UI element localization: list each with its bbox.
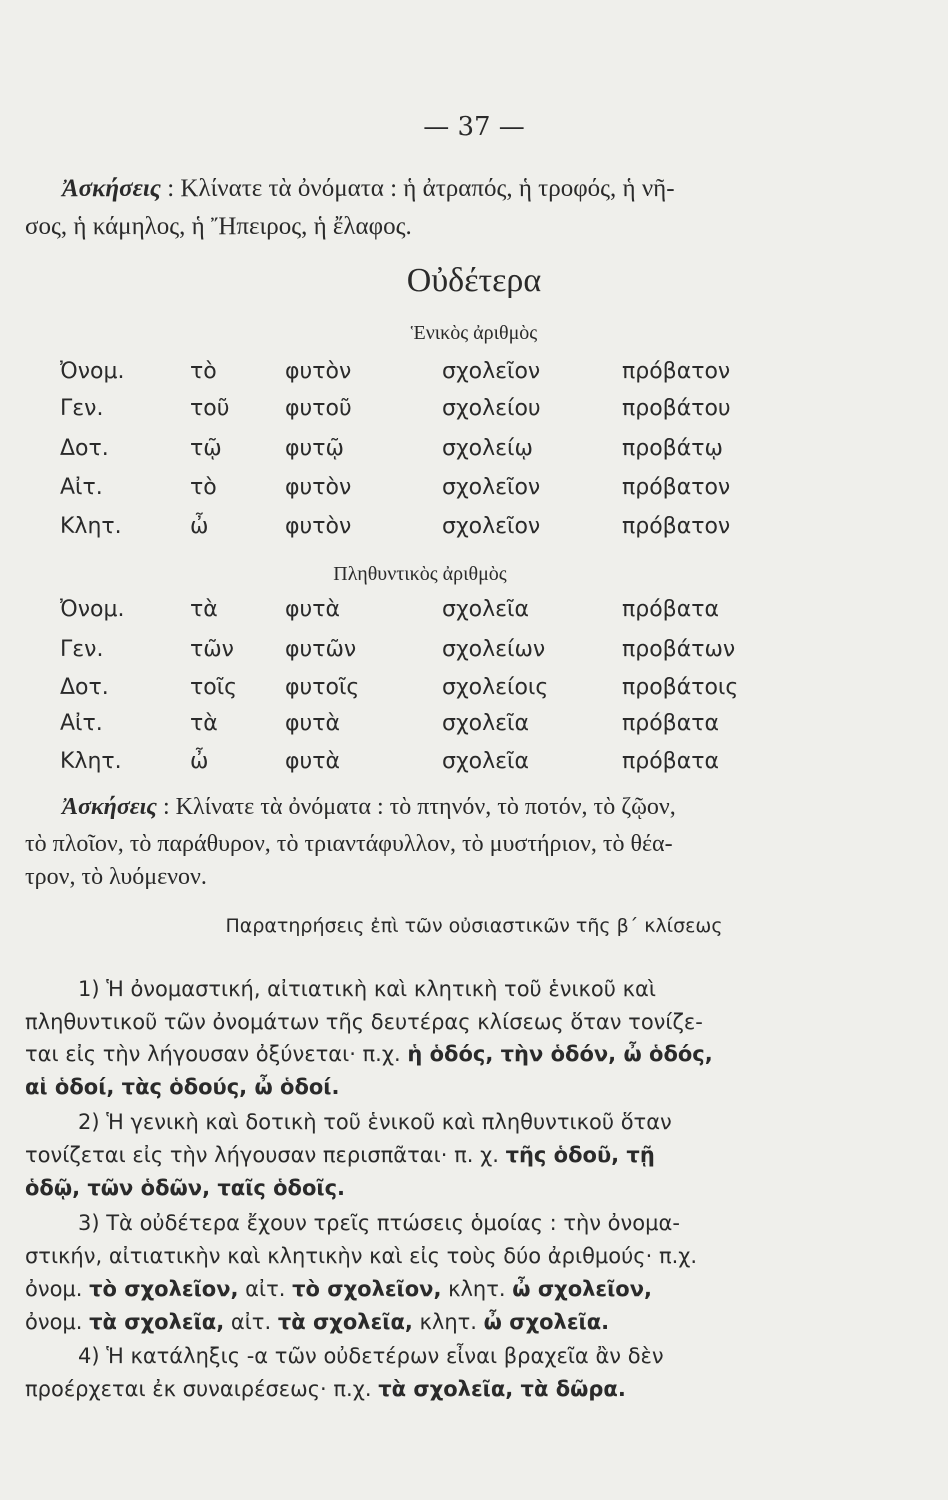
exercise-label: Ἀσκήσεις xyxy=(62,175,161,202)
note-2-line-2: τονίζεται εἰς τὴν λήγουσαν περισπᾶται· π. χ. τῆς ὁδοῦ, τῇ xyxy=(25,1143,655,1167)
note-1-line-1: 1) Ἡ ὀνομαστική, αἰτιατικὴ καὶ κλητικὴ τοῦ ἑνικοῦ καὶ xyxy=(78,977,656,1001)
exercise-2-line-3: τρον, τὸ λυόμενον. xyxy=(25,864,207,890)
notes-title: Παρατηρήσεις ἐπὶ τῶν οὐσιαστικῶν τῆς β΄ κλίσεως xyxy=(225,915,723,937)
note-4-line-1: 4) Ἡ κατάληξις -α τῶν οὐδετέρων εἶναι βραχεῖα ἂν δὲν xyxy=(78,1344,664,1368)
book-page: — 37 — Ἀσκήσεις : Κλίνατε τὰ ὀνόματα : ἡ ἀτραπός, ἡ τροφός, ἡ νῆ- σος, ἡ κάμηλος, ἡ Ἤπειρος, ἡ ἔλαφος. Οὐδέτερα Ἑνικὸς ἀριθμὸς Ὀνομ. τὸ φυτὸν σχολεῖον πρόβατον Γεν. τοῦ φυτοῦ σχολείου προβάτου Δοτ. τῷ φυτῷ σχολείῳ προβάτῳ Αἰτ. τὸ φυτὸν σχολεῖον πρόβατον Κλητ. ὦ φυτὸν σχολεῖον πρόβατον Πληθυντικὸς ἀριθμὸς Ὀνομ. τὰ φυτὰ σχολεῖα πρόβατα Γεν. τῶν φυτῶν σχολείων προβάτων Δοτ. τοῖς φυτοῖς σχολείοις προβάτοις Αἰτ. τὰ φυτὰ σχολεῖα πρόβατα Κλητ. ὦ φυτὰ σχολεῖα πρόβατα Ἀσκήσεις : Κλίνατε τὰ ὀνόματα : τὸ πτηνόν, τὸ ποτόν, τὸ ζῷον, τὸ πλοῖον, τὸ παράθυρον, τὸ τριαντάφυλλον, τὸ μυστήριον, τὸ θέα- τρον, τὸ λυόμενον. Παρατηρήσεις ἐπὶ τῶν οὐσιαστικῶν τῆς β΄ κλίσεως 1) Ἡ ὀνομαστική, αἰτιατικὴ καὶ κλητικὴ τοῦ ἑνικοῦ καὶ πληθυντικοῦ τῶν ὀνομάτων τῆς δευτέρας κλίσεως ὅταν τονίζε- ται εἰς τὴν λήγουσαν ὀξύνεται· π.χ. ἡ ὁδός, τὴν ὁδόν, ὦ ὁδός, αἱ ὁδοί, τὰς ὁδούς, ὦ ὁδοί. 2) Ἡ γενικὴ καὶ δοτικὴ τοῦ ἑνικοῦ καὶ πληθυντικοῦ ὅταν τονίζεται εἰς τὴν λήγουσαν περισπᾶται· π. χ. τῆς ὁδοῦ, τῇ ὁδῷ, τῶν ὁδῶν, ταῖς ὁδοῖς. 3) Τὰ οὐδέτερα ἔχουν τρεῖς πτώσεις ὁμοίας : τὴν ὀνομα- στικήν, αἰτιατικὴν καὶ κλητικὴν καὶ εἰς τοὺς δύο ἀριθμούς· π.χ. ὀνομ. τὸ σχολεῖον, αἰτ. τὸ σχολεῖον, κλητ. ὦ σχολεῖον, ὀνομ. τὰ σχολεῖα, αἰτ. τὰ σχολεῖα, κλητ. ὦ σχολεῖα. 4) Ἡ κατάληξις -α τῶν οὐδετέρων εἶναι βραχεῖα ἂν δὲν προέρχεται ἐκ συναιρέσεως· π.χ. τὰ σχολεῖα, τὰ δῶρα. xyxy=(0,0,948,1500)
singular-heading: Ἑνικὸς ἀριθμὸς xyxy=(410,322,538,344)
page-number: — 37 — xyxy=(423,112,525,142)
note-3-line-3: ὀνομ. τὸ σχολεῖον, αἰτ. τὸ σχολεῖον, κλητ. ὦ σχολεῖον, xyxy=(25,1277,653,1301)
plural-heading: Πληθυντικὸς ἀριθμὸς xyxy=(333,563,507,585)
exercise-1-line-2: σος, ἡ κάμηλος, ἡ Ἤπειρος, ἡ ἔλαφος. xyxy=(25,213,412,240)
exercise-label: Ἀσκήσεις xyxy=(62,794,157,820)
note-3-line-2: στικήν, αἰτιατικὴν καὶ κλητικὴν καὶ εἰς τοὺς δύο ἀριθμούς· π.χ. xyxy=(25,1244,698,1268)
note-2-line-1: 2) Ἡ γενικὴ καὶ δοτικὴ τοῦ ἑνικοῦ καὶ πληθυντικοῦ ὅταν xyxy=(78,1110,672,1134)
exercise-1-line-1: Ἀσκήσεις : Κλίνατε τὰ ὀνόματα : ἡ ἀτραπός, ἡ τροφός, ἡ νῆ- xyxy=(62,175,675,202)
note-2-line-3: ὁδῷ, τῶν ὁδῶν, ταῖς ὁδοῖς. xyxy=(25,1176,346,1200)
exercise-2-line-2: τὸ πλοῖον, τὸ παράθυρον, τὸ τριαντάφυλλον, τὸ μυστήριον, τὸ θέα- xyxy=(25,831,673,857)
exercise-2-line-1: Ἀσκήσεις : Κλίνατε τὰ ὀνόματα : τὸ πτηνόν, τὸ ποτόν, τὸ ζῷον, xyxy=(62,794,676,820)
note-3-line-4: ὀνομ. τὰ σχολεῖα, αἰτ. τὰ σχολεῖα, κλητ. ὦ σχολεῖα. xyxy=(25,1310,610,1334)
note-1-line-4: αἱ ὁδοί, τὰς ὁδούς, ὦ ὁδοί. xyxy=(25,1075,340,1099)
note-1-line-2: πληθυντικοῦ τῶν ὀνομάτων τῆς δευτέρας κλίσεως ὅταν τονίζε- xyxy=(25,1010,703,1034)
note-1-line-3: ται εἰς τὴν λήγουσαν ὀξύνεται· π.χ. ἡ ὁδός, τὴν ὁδόν, ὦ ὁδός, xyxy=(25,1042,713,1066)
note-3-line-1: 3) Τὰ οὐδέτερα ἔχουν τρεῖς πτώσεις ὁμοίας : τὴν ὀνομα- xyxy=(78,1211,680,1235)
note-4-line-2: προέρχεται ἐκ συναιρέσεως· π.χ. τὰ σχολεῖα, τὰ δῶρα. xyxy=(25,1377,626,1401)
section-title: Οὐδέτερα xyxy=(406,262,542,299)
